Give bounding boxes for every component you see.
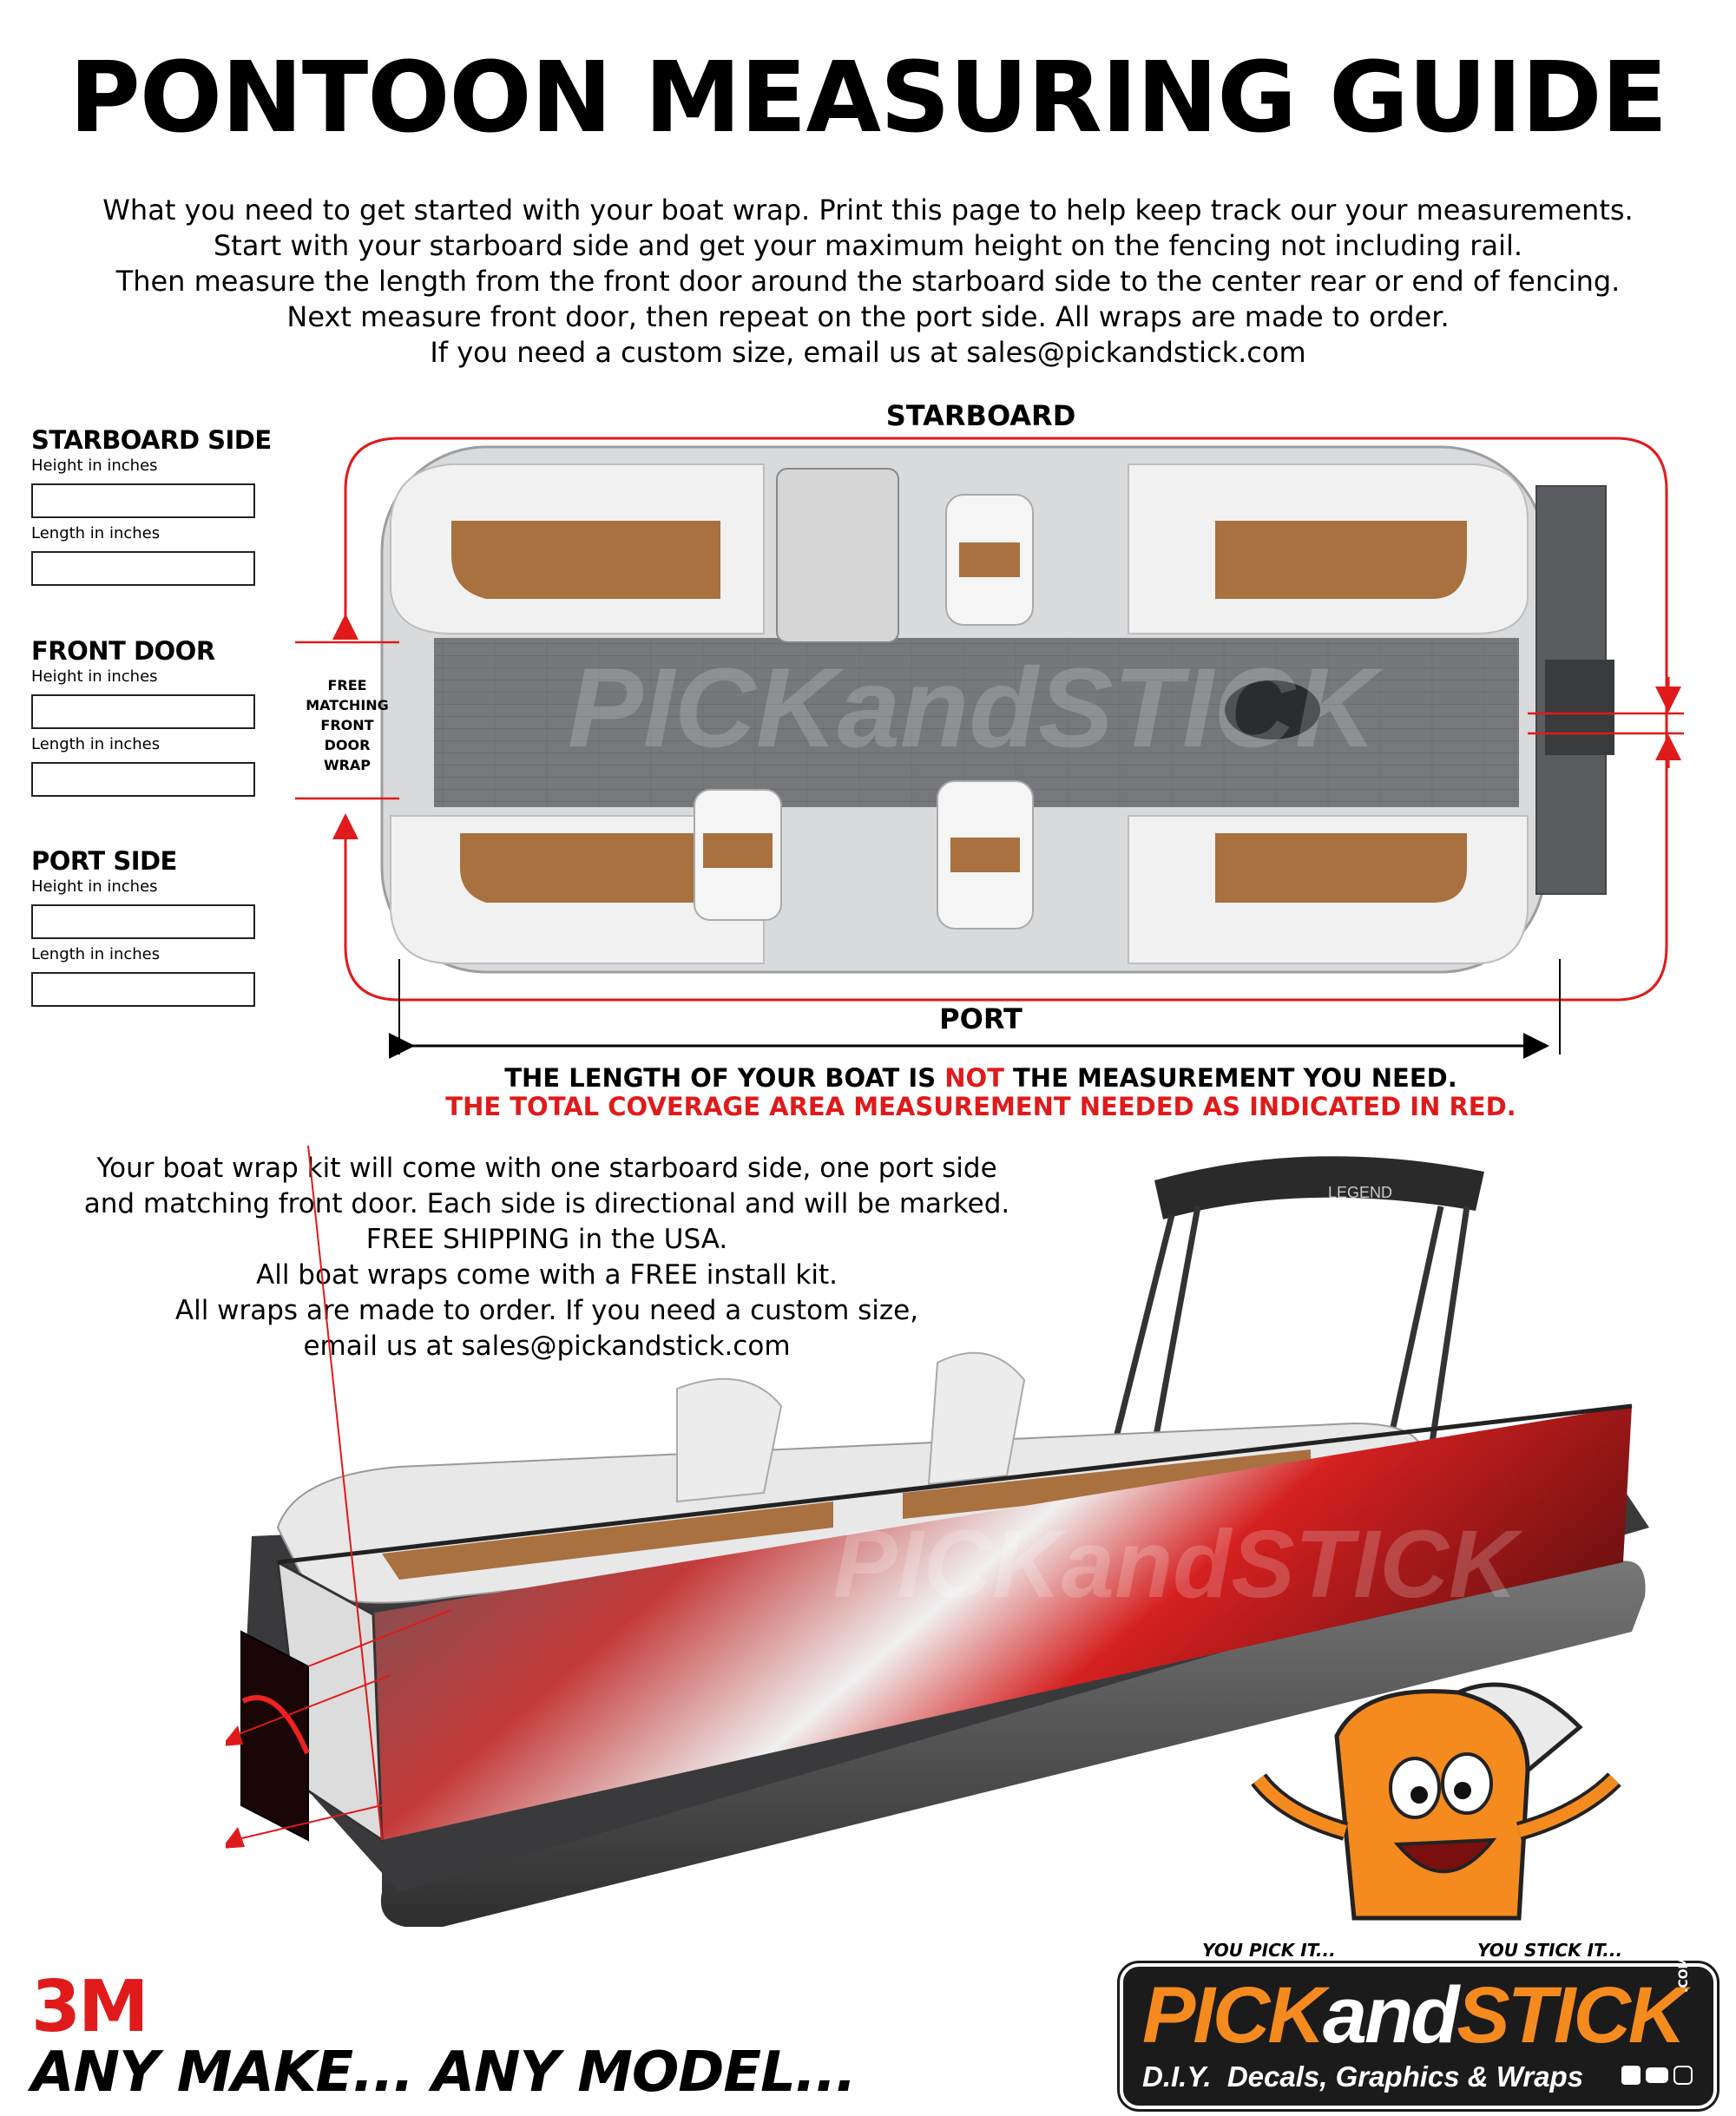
intro-line: Then measure the length from the front door around the starboard side to the center rear or end of fencing. (115, 265, 1621, 298)
port-label: PORT (939, 1002, 1023, 1035)
port-side-title: PORT SIDE (31, 846, 177, 876)
logo-com: .COM (1677, 1956, 1691, 1993)
logo-subtitle: D.I.Y. Decals, Graphics & Wraps (1142, 2060, 1584, 2093)
facebook-icon[interactable] (1621, 2066, 1641, 2085)
intro-text (0, 193, 1736, 371)
boat-watermark: PICKandSTICK (833, 1511, 1518, 1618)
three-m-logo: 3M (31, 1966, 147, 2048)
tagline: ANY MAKE... ANY MODEL... (31, 2040, 856, 2105)
page-title: PONTOON MEASURING GUIDE (69, 42, 1667, 154)
free-door-note: FREE MATCHING FRONT DOOR WRAP (306, 677, 389, 773)
logo-wordmark: PICKandSTICK (1142, 1971, 1684, 2060)
front-door-length-label: Length in inches (31, 735, 161, 753)
you-stick-it: YOU STICK IT... (1477, 1940, 1623, 1961)
warning-line-1: THE LENGTH OF YOUR BOAT IS NOT THE MEASUREMENT YOU NEED. (504, 1063, 1457, 1093)
instagram-icon[interactable] (1674, 2066, 1693, 2085)
starboard-length-label: Length in inches (31, 524, 161, 542)
intro-line: If you need a custom size, email us at sales@pickandstick.com (430, 336, 1306, 369)
canopy-brand: LEGEND (1328, 1184, 1393, 1201)
helm-console (777, 469, 898, 642)
port-length-label: Length in inches (31, 945, 161, 963)
watermark: PICKandSTICK (568, 644, 1377, 771)
you-pick-it: YOU PICK IT... (1202, 1940, 1336, 1961)
youtube-icon[interactable] (1646, 2067, 1668, 2083)
intro-line: What you need to get started with your boat wrap. Print this page to help keep track our your measurements. (102, 194, 1634, 227)
front-door-title: FRONT DOOR (31, 636, 215, 666)
pickandstick-logo (1120, 1956, 1717, 2109)
bimini-top (1154, 1156, 1484, 1219)
kit-description: Your boat wrap kit will come with one starboard side, one port side and matching front door. Each side is directional and will be marked. FREE SHIPPING in the USA. All boat wraps come with a FREE install kit. All wraps are made to order. If you need a custom size, email us at sales@pickandstick.com (83, 1153, 1010, 1362)
intro-line: Next measure front door, then repeat on the port side. All wraps are made to order. (286, 300, 1450, 333)
warning-line-2: THE TOTAL COVERAGE AREA MEASUREMENT NEEDED AS INDICATED IN RED. (445, 1092, 1516, 1121)
boat-top-view-diagram (0, 408, 1736, 1085)
mascot-character (1233, 1666, 1649, 1927)
starboard-height-label: Height in inches (31, 457, 158, 475)
starboard-side-title: STARBOARD SIDE (31, 425, 272, 455)
starboard-label: STARBOARD (885, 399, 1076, 432)
port-height-label: Height in inches (31, 877, 158, 896)
front-door-height-label: Height in inches (31, 667, 158, 686)
intro-line: Start with your starboard side and get your maximum height on the fencing not including rail. (213, 229, 1523, 262)
